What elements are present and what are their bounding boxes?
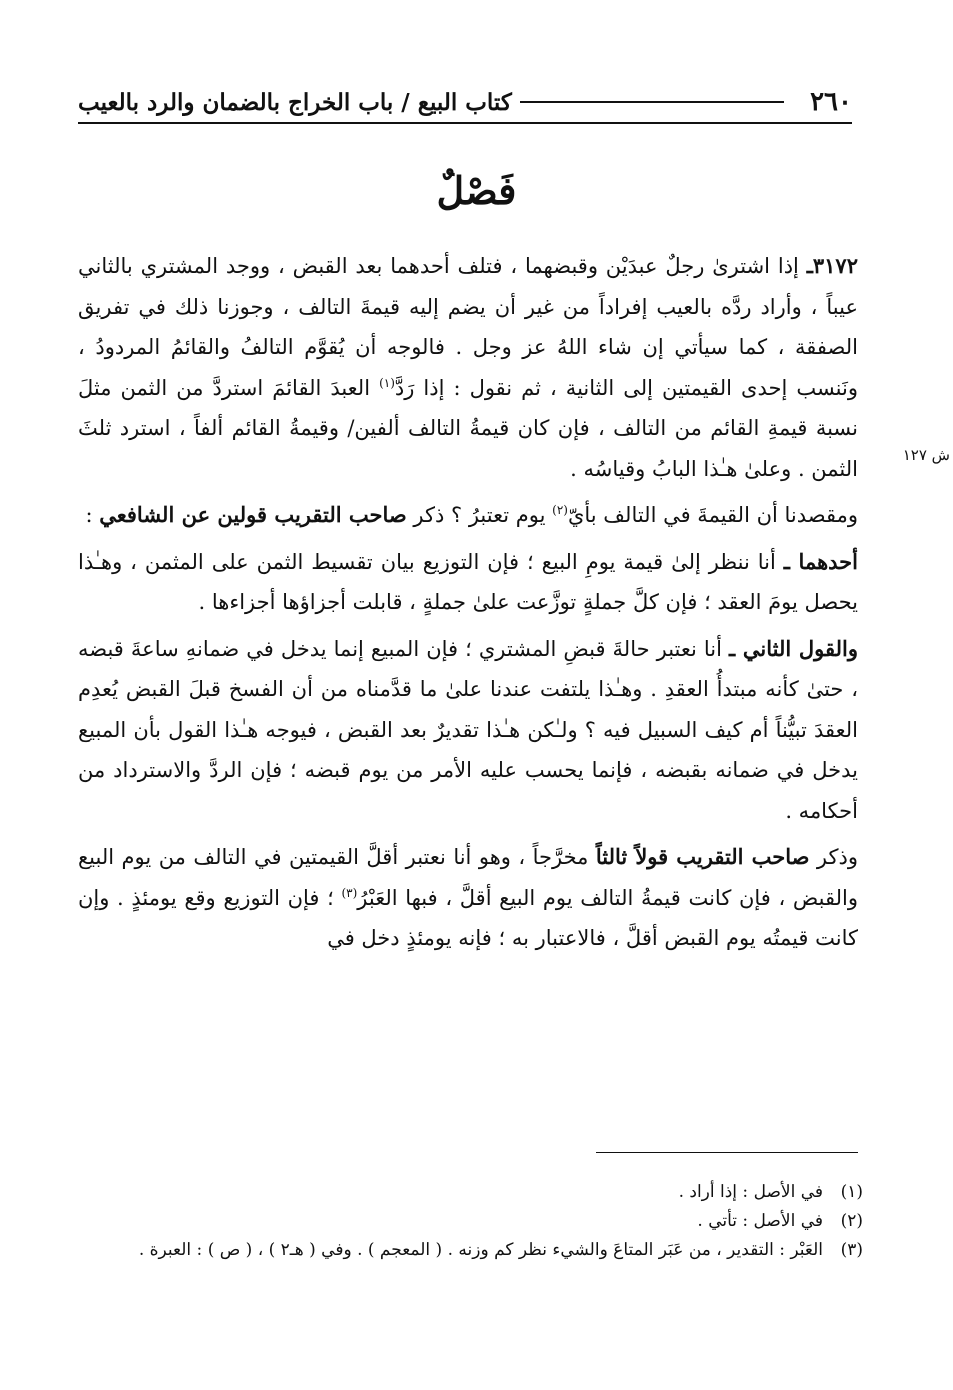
footnote-ref: (١)	[379, 375, 395, 390]
paragraph-third-opinion	[78, 837, 858, 959]
footnote-item	[78, 1178, 863, 1207]
paragraph-first-opinion	[78, 542, 858, 623]
main-text	[78, 246, 858, 965]
margin-note: ش ١٢٧	[902, 446, 950, 464]
footnote-number: (٢)	[840, 1211, 863, 1231]
paragraph-text: مخرَّجاً ، وهو أنا نعتبر أقلَّ القيمتين في التالف من يوم البيع والقبض ، فإن كانت قيمةُ التالف يوم البيع أقلَّ ، فبها العَبْرُ	[78, 845, 858, 910]
paragraph-text: إذا اشترىٰ رجلٌ عبدَيْن وقبضهما ، فتلف أحدهما بعد القبض ، ووجد المشتري بالثاني عيباً ، وأراد ردَّه بالعيب إفراداً من غير أن يضم إليه قيمةَ التالف ، وجوزنا ذلك في تفريق الصفقة ، كما سيأتي إن شاء اللهُ عز وجل . فالوجه أن يُقوَّم التالفُ والقائمُ المردودُ ، ونَنسب إحدى القيمتين إلى الثانية ، ثم نقول : إذا رَدَّ	[78, 254, 858, 400]
paragraph-text: :	[85, 503, 100, 527]
footnote-number: (١)	[840, 1182, 863, 1202]
footnotes	[78, 1178, 863, 1265]
footnote-ref: (٢)	[552, 503, 568, 517]
footnote-separator	[596, 1152, 858, 1153]
paragraph-text: يوم تعتبرُ ؟ ذكر	[406, 503, 553, 527]
footnote-number: (٣)	[840, 1240, 863, 1260]
page-header	[78, 82, 852, 124]
footnote-ref: (٣)	[341, 885, 358, 900]
issue-number: ٣١٧٢ـ	[806, 253, 858, 278]
bold-phrase: والقول الثاني ـ	[729, 635, 858, 661]
paragraph-text: ومقصدنا أن القيمةَ في التالف بأيّ	[567, 503, 858, 527]
footnote-item	[78, 1207, 863, 1236]
paragraph-purpose	[78, 495, 858, 536]
header-rule	[520, 101, 784, 103]
bold-phrase: صاحب التقريب قولين عن الشافعي	[99, 502, 407, 527]
footnote-item	[78, 1236, 863, 1265]
paragraph-text: أنا نعتبر حالةَ قبضِ المشتري ؛ فإن المبيع إنما يدخل في ضمانهِ ساعةَ قبضه ، حتىٰ كأنه مبتدأُ العقدِ . وهـٰذا يلتفت عندنا علىٰ ما قدَّمناه من أن الفسخ قبلَ القبض يُعدِم العقدَ تبيُّناً أم كيف السبيل فيه ؟ ولـٰكن هـٰذا تقديرٌ بعد القبض ، فيوجه هـٰذا القول بأن المبيع يدخل في ضمانه بقبضه ، فإنما يحسب عليه الأمر من يوم قبضه ؛ فإن الردَّ والاسترداد من أحكامه .	[78, 636, 858, 823]
footnote-text: في الأصل : إذا أراد .	[678, 1182, 823, 1202]
bold-phrase: صاحب التقريب قولاً ثالثاً	[595, 844, 810, 869]
section-heading: فَصْلٌ	[436, 168, 517, 213]
bold-phrase: أحدهما ـ	[783, 548, 858, 574]
paragraph-3172	[78, 246, 858, 489]
footnote-text: العَبْر : التقدير ، من عَبَر المتاعَ والشيء نظر كم وزنه . ( المعجم ) . وفي ( هـ٢ ) ، ( ص ) : العبرة .	[138, 1240, 823, 1260]
paragraph-text: العبدَ القائمَ استردَّ من الثمن مثلَ نسبة قيمةِ القائم من التالف ، فإن كان قيمةُ التالف ألفين/ وقيمةُ القائم ألفاً ، استرد ثلثَ الثمن . وعلىٰ هـٰذا البابُ وقياسُه .	[78, 375, 858, 481]
footnote-text: في الأصل : تأتي .	[697, 1211, 823, 1231]
paragraph-text: وذكر	[809, 845, 858, 869]
page-number: ٢٦٠	[810, 87, 852, 117]
paragraph-text: أنا ننظر إلىٰ قيمة يومِ البيع ؛ فإن التوزيع بيان تقسيط الثمن على المثمن ، وهـٰذا يحصل يومَ العقد ؛ فإن كلَّ جملةٍ توزَّعت علىٰ جملةٍ ، قابلت أجزاؤها أجزاءها .	[78, 549, 858, 614]
running-title: كتاب البيع / باب الخراج بالضمان والرد بالعيب	[78, 88, 512, 116]
paragraph-text: ؛ فإن التوزيع وقع يومئذٍ . وإن كانت قيمتُه يوم القبض أقلَّ ، فالاعتبار به ؛ فإنه يومئذٍ دخل في	[78, 885, 858, 950]
paragraph-second-opinion	[78, 629, 858, 832]
